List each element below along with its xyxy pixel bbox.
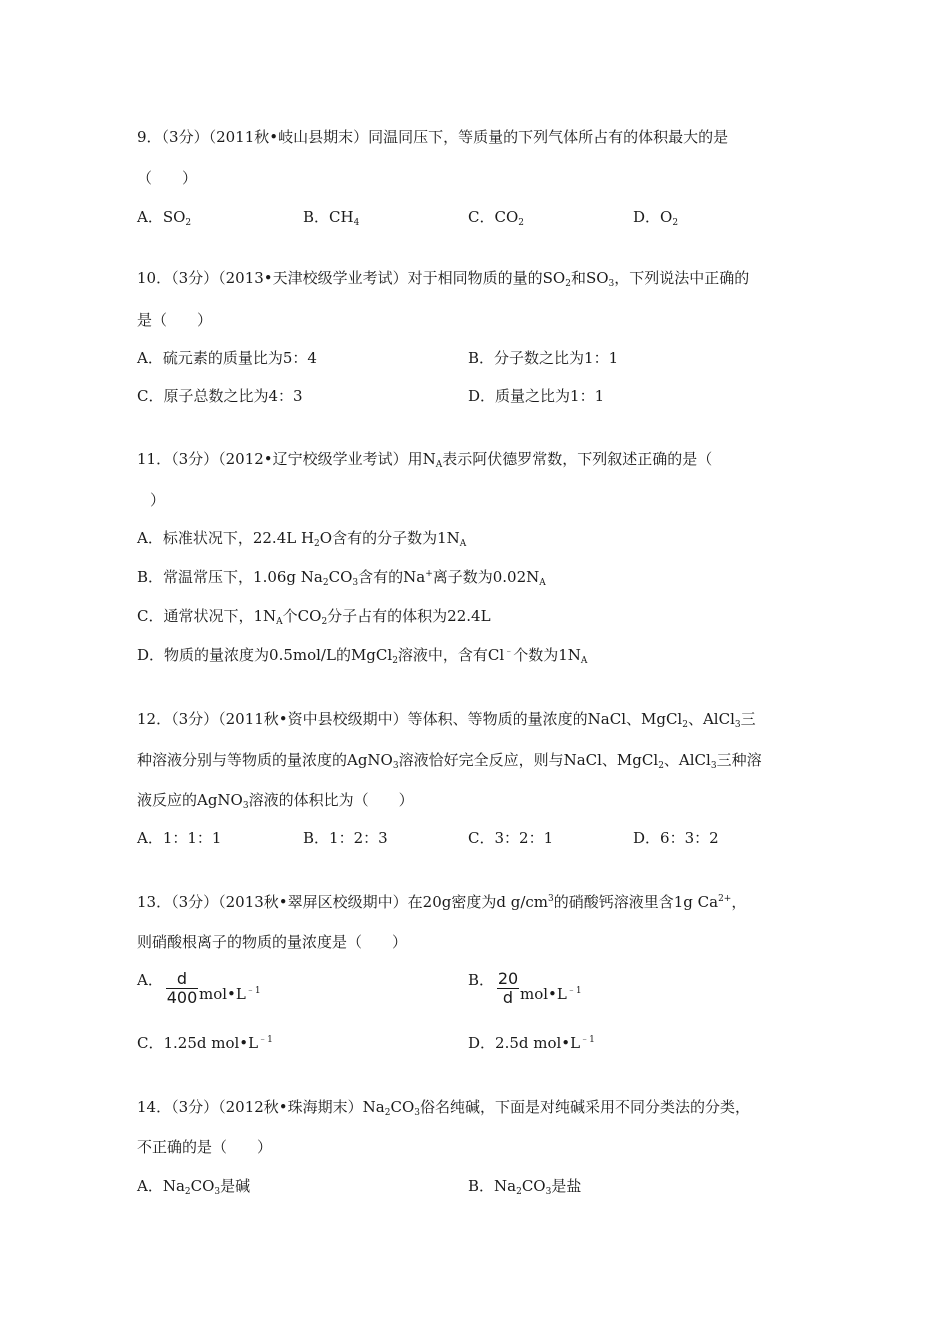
q9-paren: （ ） bbox=[137, 169, 198, 187]
q10-stem: 10．（3分）（2013•天津校级学业考试）对于相同物质的量的$SO_2$和$SO_3$，下列说法中正确的 bbox=[137, 269, 750, 289]
q9-option-b: B．$CH_4$ bbox=[303, 208, 360, 228]
q12-option-b: B．1：2：3 bbox=[303, 829, 388, 847]
q14-option-a: A．$Na_2CO_3$是碱 bbox=[137, 1177, 251, 1197]
q12-stem: 12．（3分）（2011秋•资中县校级期中）等体积、等物质的量浓度的NaCl、MgCl$_2$、AlCl$_3$三 bbox=[137, 710, 756, 730]
q9-stem: 9．（3分）（2011秋•岐山县期末）同温同压下，等质量的下列气体所占有的体积最大的是 bbox=[137, 128, 729, 146]
q14-option-b: B．$Na_2CO_3$是盐 bbox=[468, 1177, 582, 1197]
q13-option-a-fraction bbox=[166, 970, 198, 1007]
q11-option-a: A．标准状况下，22.4L $H_2O$含有的分子数为$1N_A$ bbox=[137, 529, 467, 549]
q13-stem-line2: 则硝酸根离子的物质的量浓度是（ ） bbox=[137, 933, 408, 951]
q13-stem: 13．（3分）（2013秋•翠屏区校级期中）在20g密度为d $g/cm^3$的硝酸钙溶液里含1g $Ca^{2+}$， bbox=[137, 893, 747, 911]
q11-stem: 11．（3分）（2012•辽宁校级学业考试）用$N_A$表示阿伏德罗常数，下列叙述正确的是（ bbox=[137, 450, 713, 470]
q10-option-a: A．硫元素的质量比为5：4 bbox=[137, 349, 317, 367]
q11-stem-line2: ） bbox=[150, 491, 166, 509]
q10-stem-line2: 是（ ） bbox=[137, 311, 213, 329]
q12-stem-line2: 种溶液分别与等物质的量浓度的AgNO$_3$溶液恰好完全反应，则与NaCl、MgCl$_2$、AlCl$_3$三种溶 bbox=[137, 751, 762, 771]
q13-option-b-unit: $mol•L^{﹣1}$ bbox=[520, 985, 582, 1003]
q13-a-denominator: 400 bbox=[166, 988, 198, 1007]
q9-option-c: C．$CO_2$ bbox=[468, 208, 524, 228]
q13-option-d: D．2.5d $mol•L^{﹣1}$ bbox=[468, 1034, 595, 1052]
q13-option-a-unit: $mol•L^{﹣1}$ bbox=[199, 985, 261, 1003]
q11-option-d: D．物质的量浓度为0.5mol/L的MgCl$_2$溶液中，含有Cl﹣个数为$1N_A$ bbox=[137, 646, 588, 666]
q12-option-c: C．3：2：1 bbox=[468, 829, 554, 847]
q11-option-b: B．常温常压下，1.06g $Na_2CO_3$含有的Na+离子数为$0.02N_A$ bbox=[137, 568, 546, 588]
q13-a-numerator: d bbox=[176, 969, 188, 988]
q9-option-a: A．$SO_2$ bbox=[137, 208, 192, 228]
q13-b-denominator: d bbox=[502, 988, 514, 1007]
q9-option-d: D．$O_2$ bbox=[633, 208, 679, 228]
q10-option-b: B．分子数之比为1：1 bbox=[468, 349, 619, 367]
q11-option-c: C．通常状况下，$1N_A$个$CO_2$分子占有的体积为22.4L bbox=[137, 607, 491, 627]
q10-option-d: D．质量之比为1：1 bbox=[468, 387, 605, 405]
q12-option-d: D．6：3：2 bbox=[633, 829, 719, 847]
q13-option-b-fraction bbox=[497, 970, 519, 1007]
q14-stem-line2: 不正确的是（ ） bbox=[137, 1138, 273, 1156]
q12-stem-line3: 液反应的AgNO$_3$溶液的体积比为（ ） bbox=[137, 791, 414, 811]
q13-option-c: C．1.25d $mol•L^{﹣1}$ bbox=[137, 1034, 273, 1052]
q13-option-b-label: B． bbox=[468, 971, 495, 989]
q12-option-a: A．1：1：1 bbox=[137, 829, 222, 847]
q13-option-a-label: A． bbox=[137, 971, 163, 989]
q10-option-c: C．原子总数之比为4：3 bbox=[137, 387, 303, 405]
q13-b-numerator: 20 bbox=[497, 969, 519, 988]
q14-stem: 14．（3分）（2012秋•珠海期末）$Na_2CO_3$俗名纯碱，下面是对纯碱采用不同分类法的分类， bbox=[137, 1098, 750, 1118]
